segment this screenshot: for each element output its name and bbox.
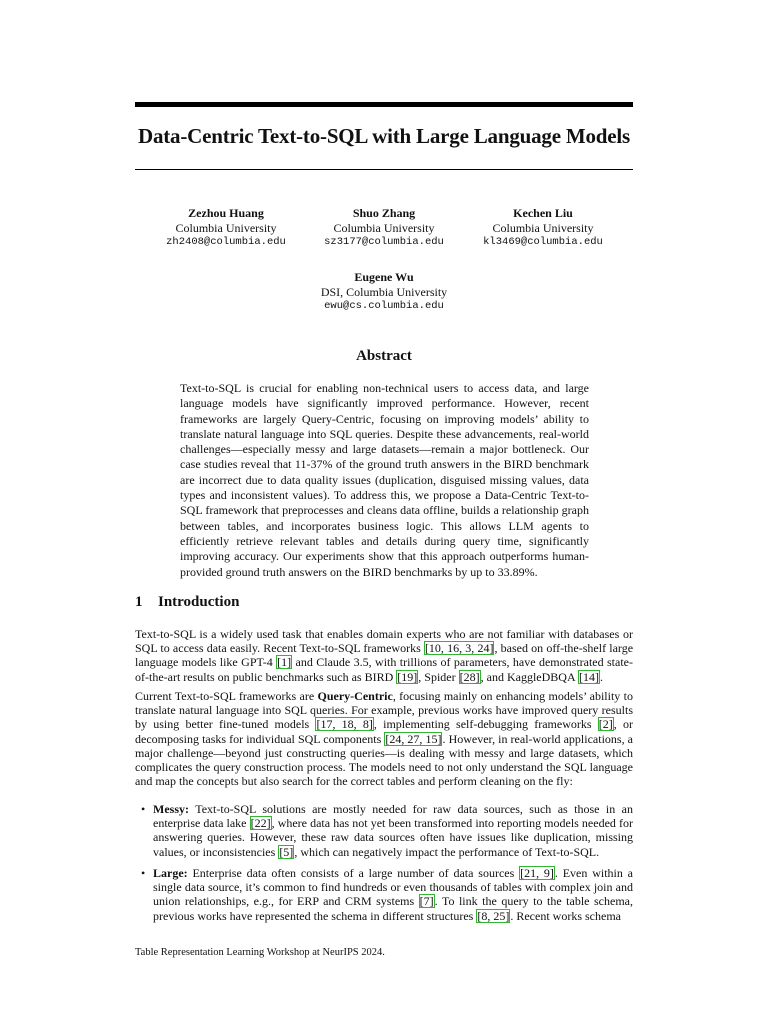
- citation-link[interactable]: [19]: [397, 669, 418, 684]
- bullet-term: Messy:: [153, 802, 189, 816]
- text-run: . However, in real-world applications, a major challenge—beyond just constructing queries—is dealing with messy and large datasets, which complicates the query construction process. The models need to not only understand the SQL language and map the concepts but also search for the correct tables and perform cleaning on the fly:: [135, 731, 633, 789]
- author-affiliation: Columbia University: [333, 220, 435, 235]
- author-email[interactable]: kl3469@columbia.edu: [483, 236, 603, 248]
- bullet-item-large: [141, 866, 633, 923]
- author-block: [284, 270, 484, 314]
- text-run: , implementing self-debugging frameworks: [373, 717, 598, 732]
- author-affiliation: Columbia University: [492, 220, 594, 235]
- author-email[interactable]: sz3177@columbia.edu: [324, 236, 444, 248]
- emphasis-term: Query-Centric: [317, 689, 393, 703]
- author-name: Zezhou Huang: [188, 206, 264, 220]
- bullet-marker: •: [141, 866, 146, 880]
- text-run: Enterprise data often consists of a large number of data sources: [187, 866, 520, 880]
- text-run: Text-to-SQL is a widely used task that enables domain experts who are not familiar with databases or SQL to access data easily. Recent Text-to-SQL frameworks: [135, 627, 633, 656]
- author-email[interactable]: zh2408@columbia.edu: [166, 236, 286, 248]
- text-run: , Spider: [418, 669, 459, 684]
- title-bottom-rule: [135, 169, 633, 170]
- paper-title: Data-Centric Text-to-SQL with Large Language Models: [137, 124, 631, 148]
- text-run: . Recent works schema: [510, 908, 621, 923]
- citation-link[interactable]: [22]: [250, 816, 271, 831]
- author-email[interactable]: ewu@cs.columbia.edu: [324, 300, 444, 312]
- citation-link[interactable]: [24, 27, 15]: [385, 731, 442, 746]
- intro-paragraph-1: [135, 627, 633, 684]
- author-name: Kechen Liu: [513, 206, 573, 220]
- author-name: Shuo Zhang: [352, 206, 416, 220]
- citation-link[interactable]: [28]: [459, 669, 480, 684]
- bullet-term: Large:: [153, 866, 188, 880]
- text-run: and Claude 3.5, with trillions of parameters, have demonstrated state-of-the-art results on public benchmarks such as BIRD: [135, 655, 633, 684]
- title-top-rule: [135, 102, 633, 107]
- text-run: .: [599, 669, 603, 684]
- text-run: , or decomposing tasks for individual SQL components: [135, 717, 634, 746]
- section-title: Introduction: [158, 594, 240, 610]
- citation-link[interactable]: [2]: [598, 717, 613, 732]
- author-name: Eugene Wu: [354, 270, 414, 284]
- text-run: , focusing mainly on enhancing models’ ability to translate natural language into SQL queries. For example, previous works have improved query results by using better fine-tuned models: [135, 689, 633, 732]
- abstract-heading: Abstract: [356, 348, 412, 364]
- citation-link[interactable]: [1]: [277, 655, 292, 670]
- text-run: Text-to-SQL solutions are mostly needed for raw data sources, such as those in an enterprise data lake: [153, 802, 633, 831]
- author-block: [443, 206, 643, 250]
- text-run: . To link the query to the table schema, previous works have represented the schema in different structures: [153, 894, 633, 923]
- text-run: , based on off-the-shelf large language models like GPT-4: [135, 641, 634, 670]
- section-heading: [135, 594, 239, 611]
- bullet-marker: •: [141, 802, 146, 816]
- citation-link[interactable]: [7]: [419, 894, 434, 909]
- footer-note: Table Representation Learning Workshop at NeurIPS 2024.: [135, 947, 385, 958]
- text-run: , which can negatively impact the performance of Text-to-SQL.: [294, 844, 600, 859]
- citation-link[interactable]: [17, 18, 8]: [316, 717, 373, 732]
- citation-link[interactable]: [5]: [279, 844, 294, 859]
- intro-paragraph-2: [135, 689, 633, 788]
- citation-link[interactable]: [21, 9]: [520, 866, 554, 880]
- text-run: Current Text-to-SQL frameworks are: [135, 689, 318, 703]
- text-run: , and KaggleDBQA: [480, 669, 578, 684]
- citation-link[interactable]: [8, 25]: [477, 908, 510, 923]
- bullet-item-messy: [141, 802, 634, 859]
- text-run: . Even within a single data source, it’s common to find hundreds or even thousands of tables with complex join and union relationships, e.g., for ERP and CRM systems: [153, 866, 633, 909]
- text-run: , where data has not yet been transformed into reporting models needed for answering queries. However, these raw data sources often have issues like duplication, missing values, or inconsistencies: [153, 816, 634, 859]
- section-number: 1: [135, 594, 143, 610]
- author-affiliation: Columbia University: [175, 220, 277, 235]
- author-affiliation: DSI, Columbia University: [320, 284, 448, 299]
- citation-link[interactable]: [14]: [578, 669, 599, 684]
- abstract-body: Text-to-SQL is crucial for enabling non-technical users to access data, and large language models have significantly improved performance. However, recent frameworks are largely Query-Centric, focusing on improving models’ ability to translate natural language into SQL queries. Despite these advancements, real-world challenges—especially messy and large datasets—remain a major bottleneck. Our case studies reveal that 11-37% of the ground truth answers in the BIRD benchmark are incorrect due to data quality issues (duplication, disguised missing values, data types and inconsistent values). To address this, we propose a Data-Centric Text-to-SQL framework that preprocesses and cleans data offline, builds a relationship graph between tables, and incorporates business logic. This allows LLM agents to efficiently retrieve relevant tables and details during query time, significantly improving accuracy. Our experiments show that this approach outperforms human-provided ground truth answers on the BIRD benchmarks by up to 33.89%.: [180, 381, 589, 579]
- citation-link[interactable]: [10, 16, 3, 24]: [424, 641, 494, 656]
